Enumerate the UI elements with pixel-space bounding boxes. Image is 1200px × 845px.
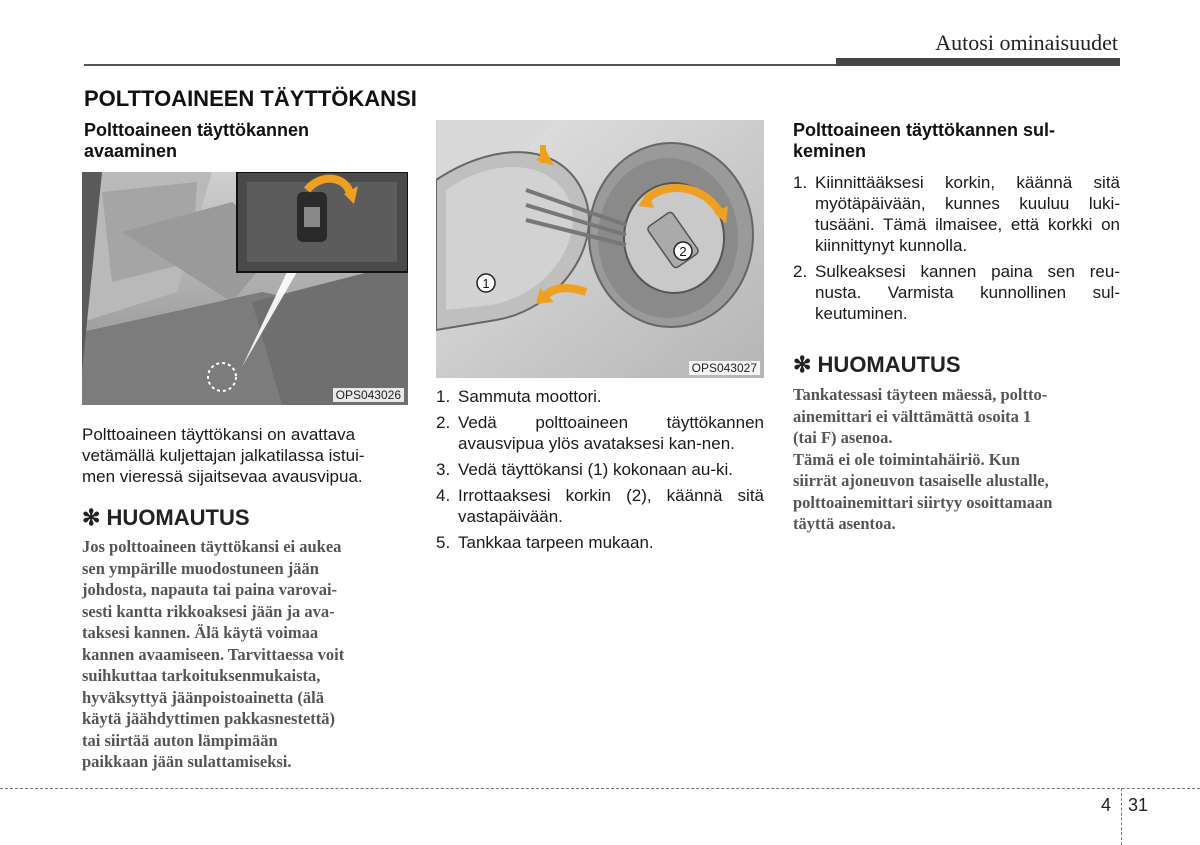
section-title: POLTTOAINEEN TÄYTTÖKANSI [84,86,417,111]
header-rule [84,64,836,66]
fuel-door-illustration [436,120,764,378]
running-header: Autosi ominaisuudet [935,30,1118,55]
refuel-steps [436,386,764,558]
footer-divider [1121,788,1122,845]
footer-rule [0,788,1200,789]
opening-paragraph: Polttoaineen täyttökansi on avattava vetämällä kuljettajan jalkatilassa istui- men vieressä sijaitsevaa avausvipua. [82,425,365,486]
note-heading: ✻ HUOMAUTUS [82,505,250,530]
list-item: 4. Irrottaaksesi korkin (2), käännä sitä vastapäivään. [436,486,764,526]
closing-heading: Polttoaineen täyttökannen sul- keminen [793,120,1056,161]
note-heading: ✻ HUOMAUTUS [793,352,961,377]
list-item: 5. Tankkaa tarpeen mukaan. [436,533,654,552]
list-item: 1. Kiinnittääksesi korkin, käännä sitä myötäpäivään, kunnes kuuluu luki-tusääni. Tämä ilmaisee, että korkki on kiinnittynyt kunnolla. [793,173,1120,255]
figure-code: OPS043026 [333,388,404,402]
list-item: 2. Sulkeaksesi kannen paina sen reu-nusta. Varmista kunnollinen sul-keutuminen. [793,262,1120,323]
release-lever-illustration [82,172,408,405]
note-text: Jos polttoaineen täyttökansi ei aukea sen ympärille muodostuneen jään johdosta, napauta tai paina varovai- sesti kantta rikkoaksesi jään ja ava- taksesi kannen. Älä käytä voimaa kannen avaamiseen. Tarvittaessa voit suihkuttaa tarkoituksenmukaista, hyväksyttyä jäänpoistoainetta (älä käytä jäähdyttimen pakkasnestettä) tai siirtää auton lämpimään paikkaan jään sulattamiseksi. [82,537,345,771]
figure-release-lever [82,172,408,405]
label-1: 1 [482,276,490,291]
label-2: 2 [679,244,687,259]
list-item: 1. Sammuta moottori. [436,387,602,406]
list-item: 2. Vedä polttoaineen täyttökannen avausvipua ylös avataksesi kan-nen. [436,413,764,453]
note-text: Tankatessasi täyteen mäessä, poltto- ainemittari ei välttämättä osoita 1 (tai F) asenoa. Tämä ei ole toimintahäiriö. Kun siirrät ajoneuvon tasaiselle alustalle, polttoainemittari siirtyy osoittamaan täyttä asentoa. [793,385,1053,533]
figure-fuel-door [436,120,764,378]
list-item: 3. Vedä täyttökansi (1) kokonaan au-ki. [436,460,733,479]
page-number: 31 [1128,795,1149,815]
closing-steps [793,172,1120,329]
opening-heading: Polttoaineen täyttökannen avaaminen [84,120,310,161]
chapter-number: 4 [1101,795,1112,815]
header-rule-thick [836,58,1120,66]
figure-code: OPS043027 [689,361,760,375]
